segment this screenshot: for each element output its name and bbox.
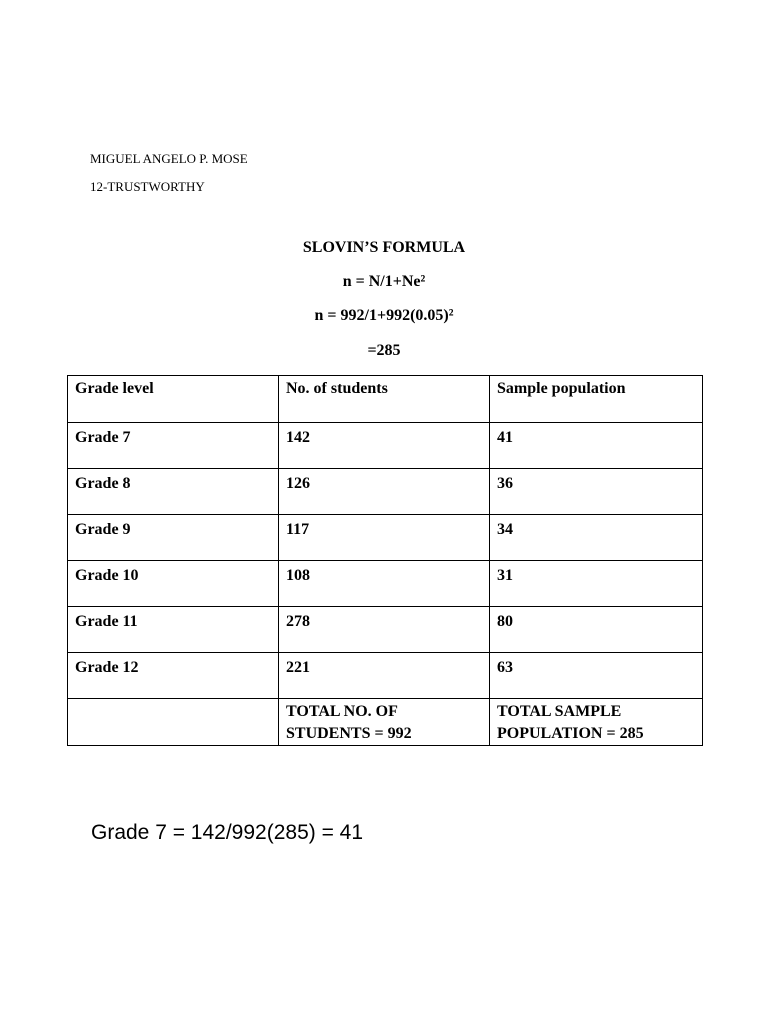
students-cell: 278 — [279, 607, 490, 653]
grade-cell: Grade 9 — [68, 515, 279, 561]
table-header-row — [68, 376, 703, 423]
table-row — [68, 423, 703, 469]
sample-population-table — [67, 375, 703, 746]
students-cell: 108 — [279, 561, 490, 607]
students-cell: 142 — [279, 423, 490, 469]
sample-cell: 80 — [490, 607, 703, 653]
substituted-formula: n = 992/1+992(0.05)² — [314, 307, 454, 324]
totals-empty-cell — [68, 699, 279, 746]
sample-cell: 36 — [490, 469, 703, 515]
header-no-of-students: No. of students — [279, 376, 490, 423]
sample-cell: 63 — [490, 653, 703, 699]
formula-result: =285 — [367, 342, 401, 359]
students-cell: 117 — [279, 515, 490, 561]
grade-cell: Grade 11 — [68, 607, 279, 653]
grade-cell: Grade 8 — [68, 469, 279, 515]
total-sample-cell: TOTAL SAMPLE POPULATION = 285 — [490, 699, 703, 746]
table-row — [68, 469, 703, 515]
students-cell: 126 — [279, 469, 490, 515]
table-totals-row — [68, 699, 703, 746]
total-students-cell: TOTAL NO. OF STUDENTS = 992 — [279, 699, 490, 746]
table-row — [68, 515, 703, 561]
sample-cell: 41 — [490, 423, 703, 469]
author-name: MIGUEL ANGELO P. MOSE — [90, 151, 248, 166]
formula-title: SLOVIN’S FORMULA — [302, 239, 466, 256]
grade-7-computation: Grade 7 = 142/992(285) = 41 — [91, 821, 364, 844]
table-row — [68, 607, 703, 653]
sample-cell: 31 — [490, 561, 703, 607]
header-grade-level: Grade level — [68, 376, 279, 423]
general-formula: n = N/1+Ne² — [342, 273, 426, 290]
students-cell: 221 — [279, 653, 490, 699]
table-row — [68, 561, 703, 607]
grade-cell: Grade 10 — [68, 561, 279, 607]
grade-cell: Grade 7 — [68, 423, 279, 469]
sample-cell: 34 — [490, 515, 703, 561]
section-name: 12-TRUSTWORTHY — [90, 179, 205, 194]
grade-cell: Grade 12 — [68, 653, 279, 699]
table-row — [68, 653, 703, 699]
header-sample-population: Sample population — [490, 376, 703, 423]
